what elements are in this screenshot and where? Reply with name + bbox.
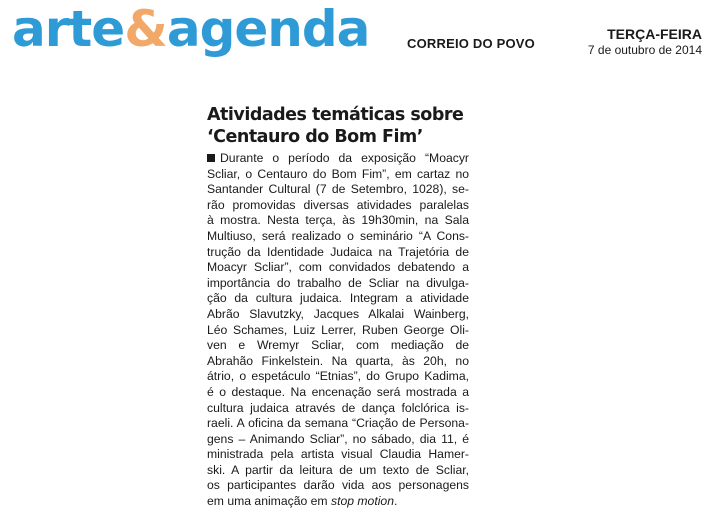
body-line: à mostra. Nesta terça, às 19h30min, na Sala [207,213,469,228]
article [207,104,469,510]
bullet-square-icon [207,154,215,162]
body-line: Durante o período da exposição “Moacyr [207,151,469,167]
headline-line: Atividades temáticas sobre [207,105,464,125]
body-line: é o destaque. Na encenação será mostrada a [207,384,469,399]
body-line: rão promovidas diversas atividades paralelas [207,197,469,212]
body-line: Scliar, o Centauro do Bom Fim”, em cartaz no [207,166,469,181]
italic-term: stop motion [330,494,394,509]
body-line-last: em uma animação em stop motion. [207,494,398,509]
article-headline [207,104,469,148]
body-line: importância do trabalho de Scliar na divulga- [207,275,469,290]
body-line: gens – Animando Scliar”, no sábado, dia 11, é [207,431,469,446]
date-block [588,26,702,57]
section-logo [12,0,369,62]
headline-line: ‘Centauro do Bom Fim’ [207,127,423,147]
body-line: Léo Schames, Luiz Lerrer, Ruben George Oli- [207,322,469,337]
section-logo-ampersand: & [124,0,167,58]
body-line: átrio, o espetáculo “Etnias”, do Grupo Kadima, [207,369,469,384]
masthead [12,2,702,68]
body-line: ministrada pela artista visual Claudia Hamer- [207,447,469,462]
body-line: Multiuso, será realizado o seminário “A Cons- [207,228,469,243]
section-logo-word-arte: arte [12,0,125,58]
newspaper-name: CORREIO DO POVO [407,36,535,51]
body-line: os participantes darão vida aos personagens [207,478,469,493]
article-body [207,151,469,510]
body-line: ção da cultura judaica. Integram a atividade [207,291,469,306]
body-line: trução da Identidade Judaica na Trajetória de [207,244,469,259]
publication-date: 7 de outubro de 2014 [587,43,702,57]
body-line: Moacyr Scliar”, com convidados debatendo a [207,260,469,275]
body-line: ven e Wremyr Scliar, com mediação de [207,338,469,353]
body-line: Abrão Slavutzky, Jacques Alkalai Wainberg, [207,306,469,321]
section-logo-word-agenda: agenda [166,0,370,58]
body-line: cultura judaica através de dança folclórica is- [207,400,469,415]
weekday: TERÇA-FEIRA [607,26,702,42]
body-line: raeli. A oficina da semana “Criação de Persona- [207,416,469,431]
body-line: Abrahão Finkelstein. Na quarta, às 20h, no [207,353,469,368]
body-line: ski. A partir da leitura de um texto de Scliar, [207,462,469,477]
body-line: Santander Cultural (7 de Setembro, 1028), se- [207,182,469,197]
